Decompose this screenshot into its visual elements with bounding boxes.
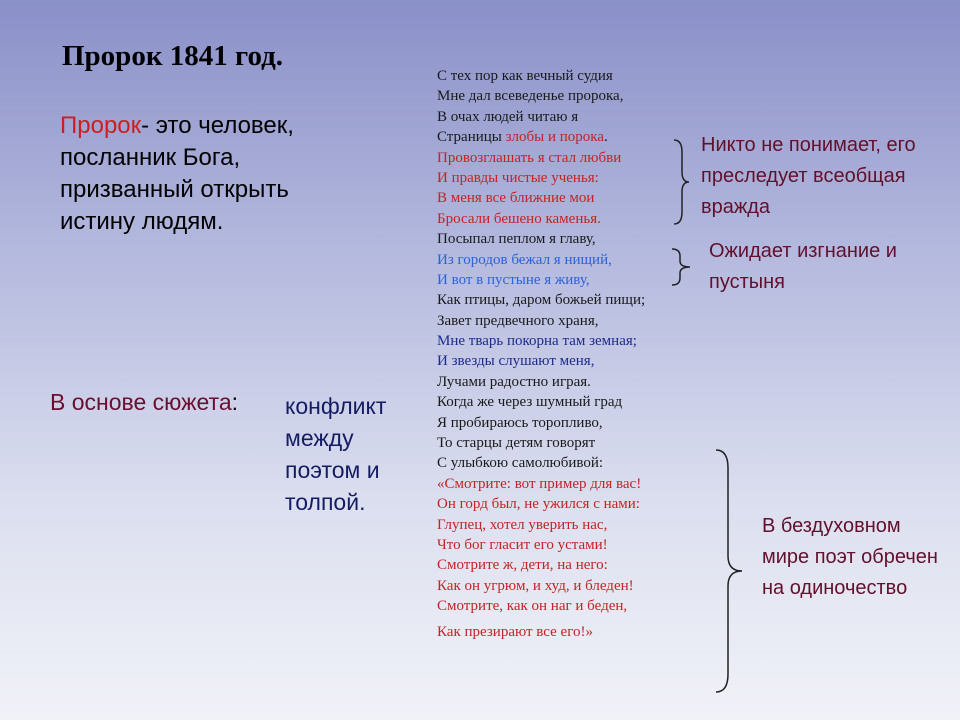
poem-segment: Завет предвечного храня, [437,312,599,329]
poem-line [437,372,737,392]
poem-segment: И правды чистые ученья: [437,169,599,186]
note-loneliness: В бездуховном мире поэт обречен на одиночество [762,515,938,599]
poem-line [437,311,737,331]
brace-1 [670,138,692,226]
poem-segment: . [604,129,608,146]
poem-segment: И звезды слушают меня, [437,353,595,370]
definition-term: Пророк [60,112,142,139]
poem-line [437,209,737,229]
plot-basis-text: В основе сюжета [50,389,232,415]
poem-segment: С тех пор как вечный судия [437,68,613,84]
poem-line [437,188,737,208]
prophet-definition [60,110,360,238]
poem-segment: Глупец, хотел уверить нас, [437,516,608,533]
poem-segment: В очах людей читаю я [437,108,579,125]
conflict-text: конфликт между поэтом и толпой. [285,393,387,515]
poem-line [437,127,737,147]
slide-title: Пророк 1841 год. [62,40,284,72]
poem-line [437,168,737,188]
poem-segment: Как птицы, даром божьей пищи; [437,292,646,309]
poem-segment: Провозглашать я стал любви [437,149,622,166]
poem-segment: Из городов бежал я нищий, [437,251,612,268]
poem-segment: Как он угрюм, и худ, и бледен! [437,577,634,594]
poem-segment: Смотрите, как он наг и беден, [437,598,628,615]
brace-2 [668,247,694,287]
poem-line [437,66,737,86]
poem-line [437,474,737,494]
poem-segment: Бросали бешено каменья. [437,210,601,227]
poem-segment: И вот в пустыне я живу, [437,271,590,288]
note-exile: Ожидает изгнание и пустыня [709,240,897,293]
poem-line [437,433,737,453]
poem-line [437,515,737,535]
poem-segment: То старцы детям говорят [437,435,596,452]
poem-line [437,392,737,412]
poem-segment: С улыбкою самолюбивой: [437,455,604,472]
plot-basis-colon: : [231,389,239,415]
poem-segment: Смотрите ж, дети, на него: [437,557,608,574]
poem-segment: Как презирают все его!» [437,623,593,640]
brace-3 [712,448,746,694]
poem-line [437,351,737,371]
poem-line [437,86,737,106]
poem-segment: Посыпал пеплом я главу, [437,231,596,248]
poem-line [437,494,737,514]
poem-line [437,290,737,310]
definition-text: - это человек, посланник Бога, призванный открыть истину людям. [60,112,294,235]
poem-segment: Мне тварь покорна там земная; [437,333,637,350]
poem-segment: Он горд был, не ужился с нами: [437,496,640,513]
poem-line [437,453,737,473]
poem-segment: злобы и порока [505,129,605,146]
plot-basis-label [50,389,238,416]
poem-segment: Когда же через шумный град [437,394,623,411]
poem-line [437,576,737,596]
poem-line [437,331,737,351]
poem-line [437,413,737,433]
note-misunderstood: Никто не понимает, его преследует всеобщая вражда [701,134,916,218]
poem-line [437,555,737,575]
poem-segment: В меня все ближние мои [437,190,595,207]
poem-line [437,622,737,642]
poem-line [437,148,737,168]
poem-text [437,66,737,642]
poem-segment: Лучами радостно играя. [437,373,591,390]
poem-segment: Что бог гласит его устами! [437,536,608,553]
poem-line [437,107,737,127]
poem-segment: Мне дал всеведенье пророка, [437,88,624,105]
poem-segment: «Смотрите: вот пример для вас! [437,475,642,492]
poem-line [437,535,737,555]
poem-line [437,596,737,616]
poem-segment: Я пробираюсь торопливо, [437,414,603,431]
poem-segment: Страницы [437,129,506,146]
